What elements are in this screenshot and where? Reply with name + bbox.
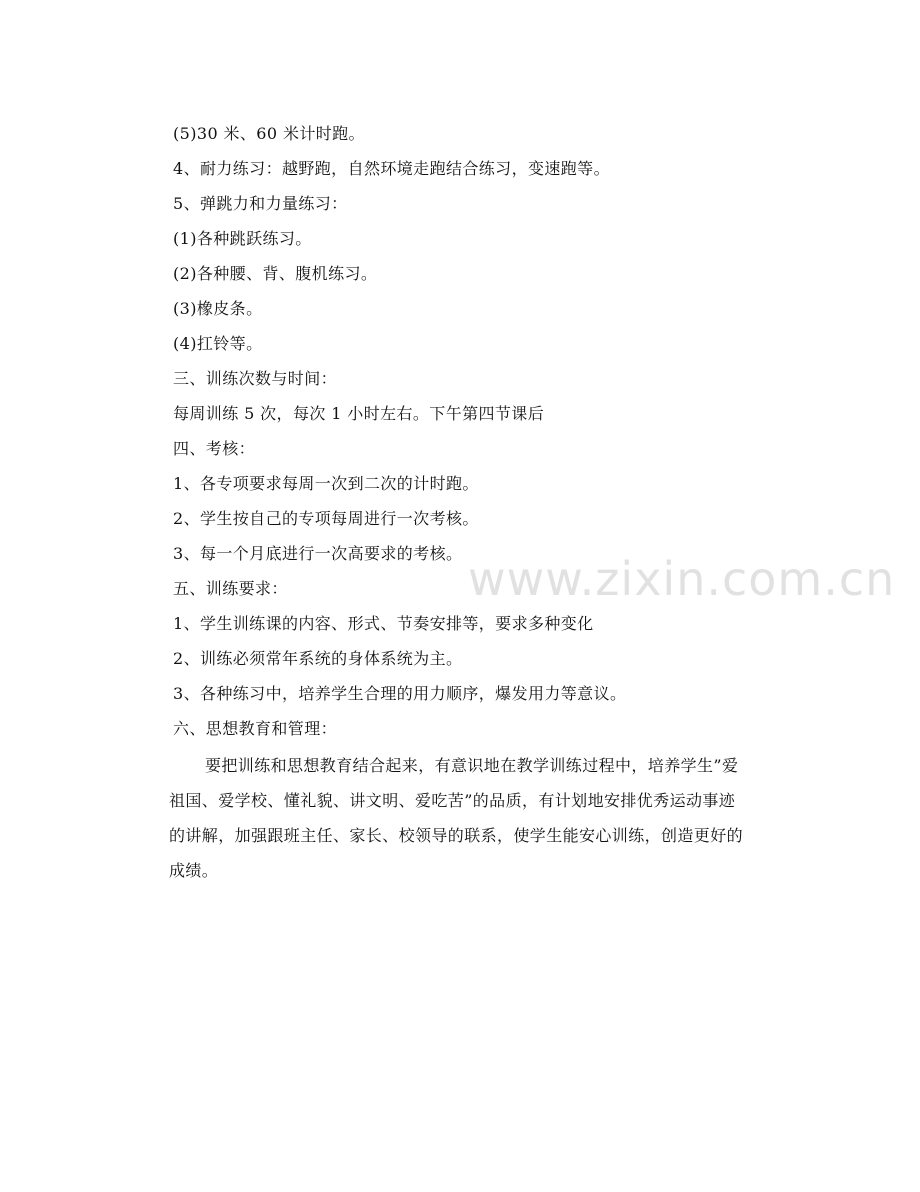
list-item: (3)橡皮条。 bbox=[173, 299, 263, 318]
list-item: 1、学生训练课的内容、形式、节奏安排等，要求多种变化 bbox=[173, 614, 594, 633]
list-item: 3、每一个月底进行一次高要求的考核。 bbox=[173, 544, 463, 563]
list-item: (4)扛铃等。 bbox=[173, 334, 263, 353]
paragraph-line: 祖国、爱学校、懂礼貌、讲文明、爱吃苦”的品质，有计划地安排优秀运动事迹 bbox=[169, 791, 736, 810]
watermark: www.zixin.com.cn bbox=[468, 552, 896, 606]
section-heading: 三、训练次数与时间： bbox=[173, 369, 338, 388]
paragraph-line: 成绩。 bbox=[169, 861, 219, 880]
section-heading: 六、思想教育和管理： bbox=[173, 719, 338, 738]
list-item: 2、训练必须常年系统的身体系统为主。 bbox=[173, 649, 463, 668]
section-heading: 四、考核： bbox=[173, 439, 256, 458]
list-item: 3、各种练习中，培养学生合理的用力顺序，爆发用力等意议。 bbox=[173, 684, 627, 703]
paragraph bbox=[169, 748, 773, 888]
list-item: 4、耐力练习：越野跑，自然环境走跑结合练习，变速跑等。 bbox=[173, 159, 610, 178]
paragraph-line: 的讲解，加强跟班主任、家长、校领导的联系，使学生能安心训练，创造更好的 bbox=[169, 826, 744, 845]
section-heading: 五、训练要求： bbox=[173, 579, 288, 598]
list-item: 2、学生按自己的专项每周进行一次考核。 bbox=[173, 509, 479, 528]
list-item: (5)30 米、60 米计时跑。 bbox=[173, 124, 365, 143]
list-item: 1、各专项要求每周一次到二次的计时跑。 bbox=[173, 474, 479, 493]
body-text: 每周训练 5 次，每次 1 小时左右。下午第四节课后 bbox=[173, 404, 545, 423]
list-item: (2)各种腰、背、腹机练习。 bbox=[173, 264, 378, 283]
list-item: (1)各种跳跃练习。 bbox=[173, 229, 312, 248]
list-item: 5、弹跳力和力量练习： bbox=[173, 194, 348, 213]
paragraph-line: 要把训练和思想教育结合起来，有意识地在教学训练过程中，培养学生”爱 bbox=[205, 756, 739, 775]
